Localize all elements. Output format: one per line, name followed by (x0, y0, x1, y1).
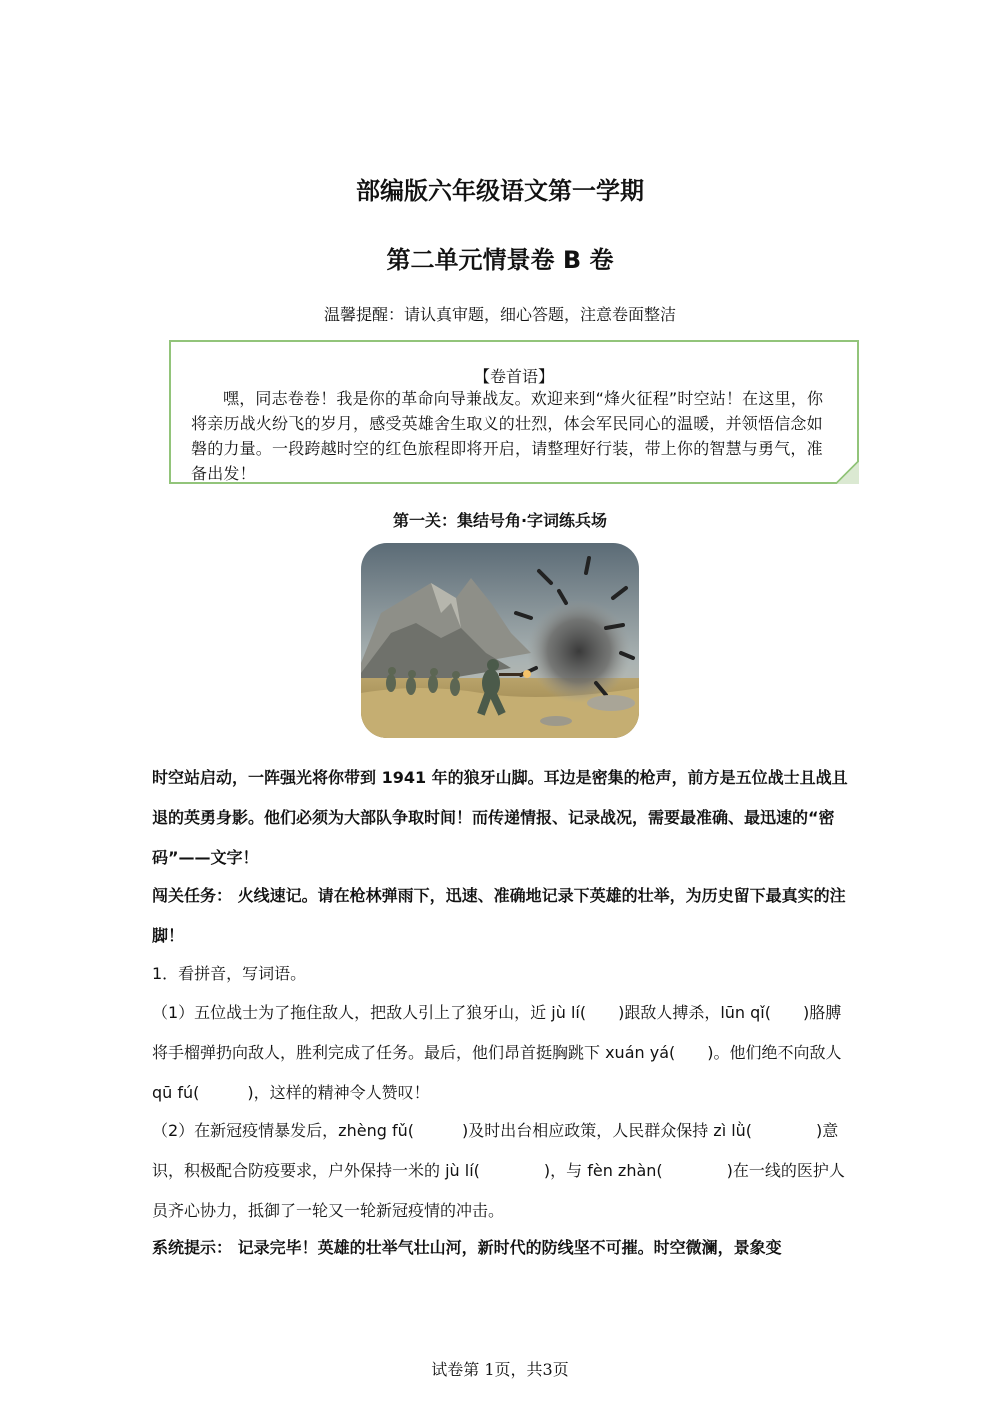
intro-body: 嘿，同志卷卷！我是你的革命向导兼战友。欢迎来到“烽火征程”时空站！在这里，你将亲历战火纷飞的岁月，感受英雄舍生取义的壮烈，体会军民同心的温暖，并领悟信念如磐的力量。一段跨越时空的红色旅程即将开启，请整理好行装，带上你的智慧与勇气，准备出发！ (191, 389, 824, 483)
section-title: 第一关：集结号角·字词练兵场 (392, 511, 608, 530)
intro-box (169, 340, 859, 484)
system-tip: 系统提示： 记录完毕！英雄的壮举气壮山河，新时代的防线坚不可摧。时空微澜，景象变 (152, 1238, 782, 1257)
page-footer: 试卷第 1页，共3页 (431, 1360, 569, 1379)
reminder-text: 温馨提醒：请认真审题，细心答题，注意卷面整洁 (323, 305, 676, 324)
document-title: 部编版六年级语文第一学期 (356, 177, 644, 205)
question-1-part-1: （1）五位战士为了拖住敌人，把敌人引上了狼牙山，近 jù lí( )跟敌人搏杀，lūn qǐ( )胳膊将手榴弹扔向敌人，胜利完成了任务。最后，他们昂首挺胸跳下 xuán yá( )。他们绝不向敌人 qū fú( )，这样的精神令人赞叹！ (152, 1003, 842, 1102)
folded-corner (835, 460, 859, 484)
question-1-part-2: （2）在新冠疫情暴发后，zhèng fǔ( )及时出台相应政策，人民群众保持 zì lǜ( )意识，积极配合防疫要求，户外保持一米的 jù lí( )，与 fèn zhàn( )在一线的医护人员齐心协力，抵御了一轮又一轮新冠疫情的冲击。 (152, 1121, 845, 1220)
battle-scene-illustration (361, 543, 639, 738)
question-1-title: 1．看拼音，写词语。 (152, 964, 307, 983)
intro-heading: 【卷首语】 (473, 367, 554, 386)
mission-text: 闯关任务： 火线速记。请在枪林弹雨下，迅速、准确地记录下英雄的壮举，为历史留下最真实的注脚！ (152, 886, 846, 945)
story-text: 时空站启动，一阵强光将你带到 1941 年的狼牙山脚。耳边是密集的枪声，前方是五位战士且战且退的英勇身影。他们必须为大部队争取时间！而传递情报、记录战况，需要最准确、最迅速的“密码”——文字！ (152, 768, 848, 867)
document-subtitle: 第二单元情景卷 B 卷 (386, 246, 614, 274)
